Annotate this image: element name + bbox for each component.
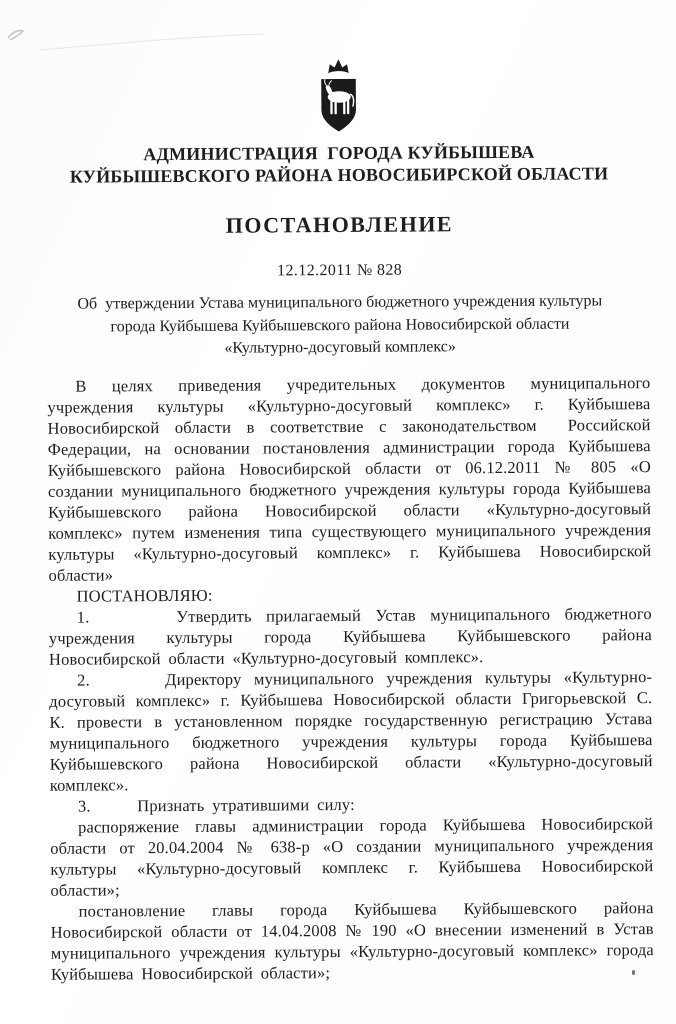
paragraph-item-3: 3. Признать утратившими силу: — [77, 794, 355, 816]
doc-subject — [2, 290, 676, 362]
coat-of-arms-emblem — [306, 56, 370, 136]
doc-date-number: 12.12.2011 № 828 — [277, 261, 403, 280]
paragraph-item-1: 1. Утвердить прилагаемый Устав муниципального бюджетного учреждения культуры города Куйбышева Куйбышевского района Новосибирской области «Культурно-досуговый комплекс». — [48, 603, 652, 669]
doc-subject-line2: города Куйбышева Куйбышевского района Новосибирской области — [110, 315, 570, 335]
paragraph-preamble: В целях приведения учредительных документов муниципального учреждения культуры «Культурно-досуговый комплекс» г. Куйбышева Новосибирской области в соответствие с законодательством Российской Федерации, на основании постановления администрации города Куйбышева Куйбышевского района Новосибирской области от 06.12.2011 № 805 «О создании муниципального бюджетного учреждения культуры города Куйбышева Куйбышевского района Новосибирской области «Культурно-досуговый комплекс» путем изменения типа существующего муниципального учреждения культуры «Культурно-досуговый комплекс» г. Куйбышева Новосибирской области» — [47, 372, 652, 585]
paragraph-resolve: ПОСТАНОВЛЯЮ: — [76, 585, 213, 606]
org-name-line2: КУЙБЫШЕВСКОГО РАЙОНА НОВОСИБИРСКОЙ ОБЛАСТИ — [69, 163, 609, 187]
doc-subject-line3: «Культурно-досуговый комплекс» — [224, 338, 456, 357]
doc-body — [47, 372, 654, 985]
doc-subject-line1: Об утверждении Устава муниципального бюджетного учреждения культуры — [77, 292, 603, 313]
scan-speck — [632, 970, 635, 975]
paragraph-item-2: 2. Директору муниципального учреждения культуры «Культурно-досуговый комплекс» г. Куйбышева Новосибирской области Григорьевской С. К. провести в установленном порядке государственную регистрацию Устава муниципального бюджетного учреждения культуры города Куйбышева Куйбышевского района Новосибирской области «Культурно-досуговый комплекс». — [49, 666, 653, 795]
paragraph-repealed-1: распоряжение главы администрации города Куйбышева Новосибирской области от 20.04.2004 № 638-р «О создании муниципального учреждения культуры «Культурно-досуговый комплекс г. Куйбышева Новосибирской области»; — [50, 813, 654, 900]
paragraph-repealed-2: постановление главы города Куйбышева Куйбышевского района Новосибирской области от 14.04.2008 № 190 «О внесении изменений в Устав муниципального учреждения культуры «Культурно-досуговый комплекс» города Куйбышева Новосибирской области»; — [50, 897, 654, 984]
doc-type-heading: ПОСТАНОВЛЕНИЕ — [225, 211, 454, 238]
org-name-line1: АДМИНИСТРАЦИЯ ГОРОДА КУЙБЫШЕВА — [143, 141, 535, 165]
